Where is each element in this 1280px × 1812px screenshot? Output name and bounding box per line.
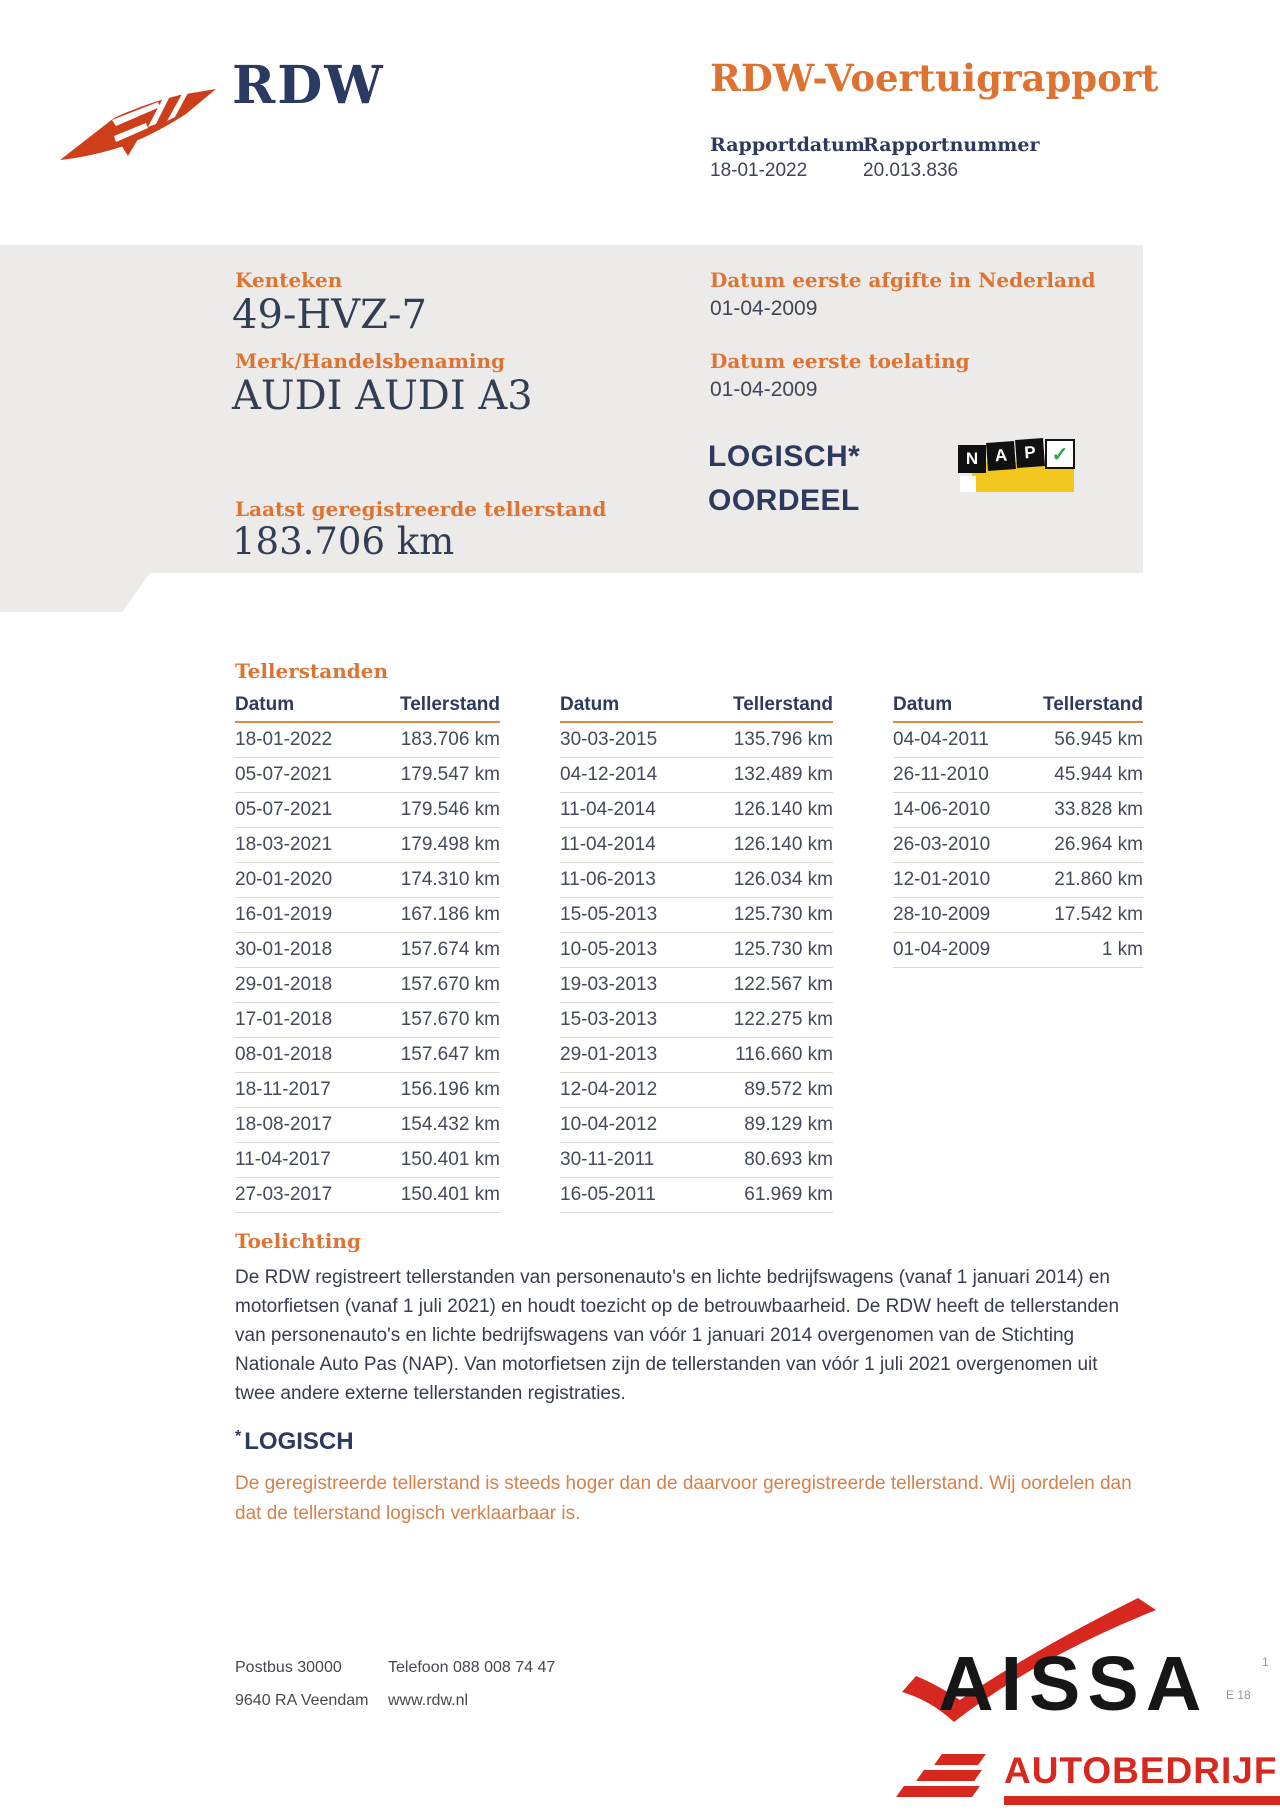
table-row	[560, 1073, 833, 1108]
tellerstand-label: Laatst geregistreerde tellerstand	[235, 497, 607, 521]
reading-value: 179.498 km	[400, 834, 500, 855]
table-row	[560, 758, 833, 793]
table-row	[235, 723, 500, 758]
reading-value: 150.401 km	[400, 1149, 500, 1170]
kenteken-value: 49-HVZ-7	[232, 292, 427, 338]
table-row	[560, 898, 833, 933]
table-row	[235, 1143, 500, 1178]
footer-address-line1: Postbus 30000	[235, 1659, 342, 1676]
table-body	[560, 723, 833, 1213]
column-header-datum: Datum	[235, 694, 295, 715]
reading-date: 10-04-2012	[560, 1114, 658, 1135]
report-number-value: 20.013.836	[863, 160, 959, 181]
reading-date: 18-08-2017	[235, 1114, 333, 1135]
reading-value: 179.546 km	[400, 799, 500, 820]
reading-value: 157.670 km	[400, 974, 500, 995]
merk-value: AUDI AUDI A3	[232, 373, 533, 419]
reading-date: 14-06-2010	[893, 799, 991, 820]
reading-value: 157.647 km	[400, 1044, 500, 1065]
table-header-row	[235, 694, 500, 723]
table-row	[235, 793, 500, 828]
table-row	[235, 828, 500, 863]
oordeel-label: OORDEEL	[708, 484, 860, 517]
table-row	[235, 758, 500, 793]
table-row	[893, 723, 1143, 758]
tellerstand-value: 183.706 km	[232, 520, 455, 563]
nap-letter-p: P	[1015, 438, 1045, 468]
table-row	[235, 968, 500, 1003]
toelating-value: 01-04-2009	[710, 378, 818, 401]
reading-value: 179.547 km	[400, 764, 500, 785]
paragraph-line: van personenauto's en lichte bedrijfswagens van vóór 1 januari 2014 overgenomen van de Stichting	[235, 1325, 1075, 1346]
reading-date: 30-01-2018	[235, 939, 333, 960]
reading-value: 56.945 km	[1054, 729, 1143, 750]
dealer-logo-underline	[1004, 1796, 1280, 1805]
reading-value: 17.542 km	[1054, 904, 1143, 925]
paragraph-line: De RDW registreert tellerstanden van personenauto's en lichte bedrijfswagens (vanaf 1 januari 2014) en	[235, 1267, 1110, 1288]
kenteken-label: Kenteken	[235, 268, 343, 292]
reading-value: 89.572 km	[744, 1079, 833, 1100]
table-row	[893, 863, 1143, 898]
reading-value: 183.706 km	[400, 729, 500, 750]
table-row	[235, 1108, 500, 1143]
reading-value: 156.196 km	[400, 1079, 500, 1100]
table-row	[560, 968, 833, 1003]
reading-value: 116.660 km	[735, 1044, 833, 1065]
reading-value: 135.796 km	[733, 729, 833, 750]
reading-date: 15-05-2013	[560, 904, 658, 925]
table-row	[235, 1073, 500, 1108]
reading-date: 16-05-2011	[560, 1184, 656, 1205]
nap-letter-n: N	[958, 445, 986, 473]
reading-date: 28-10-2009	[893, 904, 991, 925]
reading-date: 12-04-2012	[560, 1079, 658, 1100]
table-header-row	[560, 694, 833, 723]
footer-website: www.rdw.nl	[388, 1692, 469, 1709]
reading-date: 11-06-2013	[560, 869, 656, 890]
reading-date: 27-03-2017	[235, 1184, 333, 1205]
aissa-road-icon	[916, 1770, 982, 1781]
table-row	[235, 898, 500, 933]
table-row	[235, 933, 500, 968]
report-number-label: Rapportnummer	[863, 134, 1040, 156]
reading-value: 89.129 km	[744, 1114, 833, 1135]
reading-date: 10-05-2013	[560, 939, 658, 960]
paragraph-line: Nationale Auto Pas (NAP). Van motorfietsen zijn de tellerstanden van vóór 1 juli 2021 overgenomen uit	[235, 1354, 1098, 1375]
footer-address-line2: 9640 RA Veendam	[235, 1692, 369, 1709]
reading-date: 04-12-2014	[560, 764, 658, 785]
paragraph-line: dat de tellerstand logisch verklaarbaar is.	[235, 1503, 581, 1524]
reading-date: 26-03-2010	[893, 834, 991, 855]
afgifte-label: Datum eerste afgifte in Nederland	[710, 268, 1096, 292]
reading-value: 154.432 km	[400, 1114, 500, 1135]
reading-date: 29-01-2018	[235, 974, 333, 995]
table-body	[893, 723, 1143, 968]
column-header-tellerstand: Tellerstand	[1043, 694, 1143, 715]
table-row	[893, 898, 1143, 933]
table-row	[893, 933, 1143, 968]
reading-date: 12-01-2010	[893, 869, 991, 890]
table-row	[560, 863, 833, 898]
table-row	[235, 863, 500, 898]
reading-value: 126.034 km	[733, 869, 833, 890]
table-row	[560, 723, 833, 758]
reading-value: 21.860 km	[1054, 869, 1143, 890]
column-header-datum: Datum	[560, 694, 620, 715]
nap-letter-a: A	[986, 441, 1016, 471]
reading-value: 1 km	[1101, 939, 1143, 960]
reading-date: 11-04-2017	[235, 1149, 331, 1170]
reading-value: 122.275 km	[733, 1009, 833, 1030]
reading-value: 132.489 km	[733, 764, 833, 785]
nap-check-icon: ✓	[1045, 439, 1075, 469]
meter-readings-column-1	[235, 694, 500, 1213]
vehicle-summary-panel	[0, 245, 1143, 612]
logisch-paragraph	[235, 1469, 1132, 1529]
reading-date: 01-04-2009	[893, 939, 991, 960]
meter-readings-column-2	[560, 694, 833, 1213]
report-date-label: Rapportdatum	[710, 134, 865, 156]
reading-value: 157.670 km	[400, 1009, 500, 1030]
tellerstanden-heading: Tellerstanden	[235, 659, 389, 683]
reading-value: 174.310 km	[400, 869, 500, 890]
paragraph-line: motorfietsen (vanaf 1 juli 2021) en houdt toezicht op de betrouwbaarheid. De RDW heeft de tellerstanden	[235, 1296, 1120, 1317]
reading-date: 30-11-2011	[560, 1149, 655, 1170]
reading-date: 15-03-2013	[560, 1009, 658, 1030]
column-header-datum: Datum	[893, 694, 953, 715]
table-row	[560, 1038, 833, 1073]
rdw-wing-icon	[58, 80, 223, 165]
reading-value: 150.401 km	[400, 1184, 500, 1205]
reading-value: 33.828 km	[1054, 799, 1143, 820]
table-row	[560, 1143, 833, 1178]
reading-date: 19-03-2013	[560, 974, 658, 995]
reading-value: 80.693 km	[744, 1149, 833, 1170]
column-header-tellerstand: Tellerstand	[733, 694, 833, 715]
edge-text-fragment: E 18	[1226, 1688, 1251, 1702]
table-row	[893, 793, 1143, 828]
table-row	[560, 793, 833, 828]
reading-date: 18-01-2022	[235, 729, 333, 750]
table-row	[560, 1003, 833, 1038]
reading-date: 08-01-2018	[235, 1044, 333, 1065]
paragraph-line: De geregistreerde tellerstand is steeds hoger dan de daarvoor geregistreerde tellerstand. Wij oordelen dan	[235, 1473, 1132, 1494]
reading-value: 125.730 km	[733, 939, 833, 960]
table-row	[560, 933, 833, 968]
logisch-heading-text: LOGISCH	[244, 1428, 354, 1455]
report-date-value: 18-01-2022	[710, 160, 808, 181]
reading-value: 26.964 km	[1054, 834, 1143, 855]
reading-date: 30-03-2015	[560, 729, 658, 750]
logisch-heading	[235, 1428, 354, 1456]
reading-date: 18-11-2017	[235, 1079, 331, 1100]
aissa-road-icon	[934, 1754, 986, 1765]
table-row	[893, 828, 1143, 863]
table-body	[235, 723, 500, 1213]
reading-date: 05-07-2021	[235, 764, 333, 785]
reading-date: 18-03-2021	[235, 834, 333, 855]
meter-readings-column-3	[893, 694, 1143, 968]
edge-text-fragment: 1	[1262, 1655, 1269, 1669]
afgifte-value: 01-04-2009	[710, 297, 818, 320]
table-row	[893, 758, 1143, 793]
reading-value: 167.186 km	[400, 904, 500, 925]
reading-date: 16-01-2019	[235, 904, 333, 925]
nap-logo	[956, 436, 1082, 496]
table-row	[235, 1178, 500, 1213]
reading-value: 45.944 km	[1054, 764, 1143, 785]
reading-value: 61.969 km	[744, 1184, 833, 1205]
reading-value: 157.674 km	[400, 939, 500, 960]
table-row	[235, 1003, 500, 1038]
toelichting-paragraph	[235, 1263, 1119, 1408]
reading-value: 126.140 km	[733, 799, 833, 820]
reading-date: 11-04-2014	[560, 834, 656, 855]
merk-label: Merk/Handelsbenaming	[235, 349, 506, 373]
reading-date: 26-11-2010	[893, 764, 989, 785]
footer-phone: Telefoon 088 008 74 47	[388, 1659, 556, 1676]
reading-date: 05-07-2021	[235, 799, 333, 820]
dealer-logo-subtitle: AUTOBEDRIJF	[1004, 1750, 1278, 1791]
nap-white-square	[960, 476, 976, 492]
reading-date: 17-01-2018	[235, 1009, 333, 1030]
table-row	[560, 1178, 833, 1213]
column-header-tellerstand: Tellerstand	[400, 694, 500, 715]
page-title: RDW-Voertuigrapport	[710, 56, 1159, 100]
paragraph-line: twee andere externe tellerstanden registraties.	[235, 1383, 626, 1404]
table-row	[560, 828, 833, 863]
rdw-logo-text: RDW	[232, 55, 385, 116]
toelating-label: Datum eerste toelating	[710, 349, 970, 373]
toelichting-heading: Toelichting	[235, 1229, 361, 1253]
reading-value: 122.567 km	[733, 974, 833, 995]
reading-value: 125.730 km	[733, 904, 833, 925]
reading-date: 11-04-2014	[560, 799, 656, 820]
reading-date: 04-04-2011	[893, 729, 989, 750]
footnote-asterisk: *	[235, 1428, 242, 1445]
table-header-row	[893, 694, 1143, 723]
dealer-logo-text: AISSA	[938, 1641, 1209, 1727]
table-row	[235, 1038, 500, 1073]
reading-date: 20-01-2020	[235, 869, 333, 890]
oordeel-value: LOGISCH*	[708, 440, 861, 473]
table-row	[560, 1108, 833, 1143]
reading-date: 29-01-2013	[560, 1044, 658, 1065]
reading-value: 126.140 km	[733, 834, 833, 855]
aissa-road-icon	[896, 1786, 980, 1797]
